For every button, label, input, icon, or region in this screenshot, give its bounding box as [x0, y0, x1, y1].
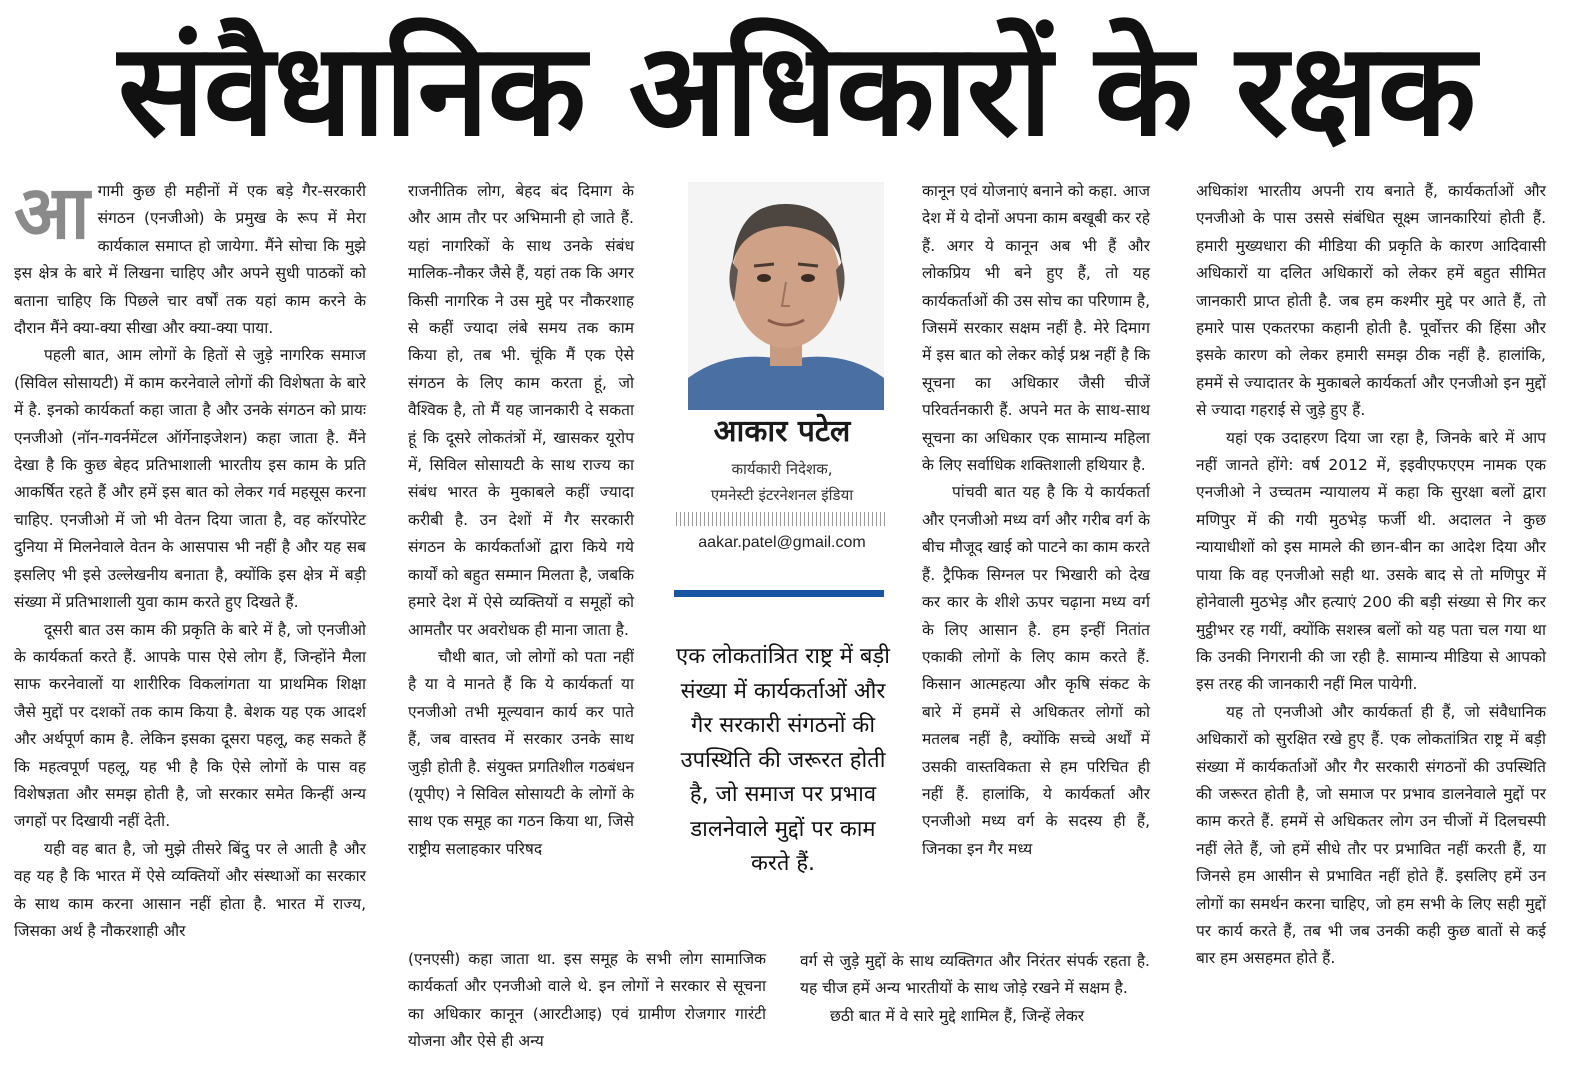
- author-name: आकार पटेल: [713, 414, 851, 449]
- paragraph: पहली बात, आम लोगों के हितों से जुड़े नागरिक समाज (सिविल सोसायटी) में काम करनेवाले लोगों की विशेषता के बारे में है. इनको कार्यकर्ता कहा जाता है और उनके संगठन को प्रायः एनजीओ (नॉन-गवर्नमेंटल ऑर्गेनाइजेशन) कहा जाता है. मैंने देखा है कि कुछ बेहद प्रतिभाशाली भारतीय इस काम के प्रति आकर्षित रहते हैं और हमें इस बात को लेकर गर्व महसूस करना चाहिए. एनजीओ में जो भी वेतन दिया जाता है, वह कॉरपोरेट दुनिया में मिलनेवाले वेतन के आसपास भी नहीं है और यह सब इसलिए भी इसे उल्लेखनीय बनाता है, क्योंकि इस क्षेत्र में बड़ी संख्या में प्रतिभाशाली युवा काम करते हुए दिखते हैं.: [14, 346, 366, 612]
- article-column-4-continued: [800, 948, 1150, 1078]
- paragraph: यह तो एनजीओ और कार्यकर्ता ही हैं, जो संवैधानिक अधिकारों को सुरक्षित रखे हुए हैं. एक लोकतांत्रित राष्ट्र में बड़ी संख्या में कार्यकर्ताओं और गैर सरकारी संगठनों की उपस्थिति की जरूरत होती है, जो समाज पर प्रभाव डालनेवाले मुद्दों पर काम करते हैं. हममें से अधिकतर लोग उन चीजों में दिलचस्पी नहीं लेते हैं, जो हमें सीधे तौर पर प्रभावित नहीं करती हैं, या जिनसे हम आसीन से प्रभावित नहीं होते हैं. इसलिए हमें उन लोगों का समर्थन करना चाहिए, जो हम सभी के लिए सही मुद्दों पर कार्य करते हैं, तब भी जब उनकी कही कुछ बातों से कई बार हम असहमत होते हैं.: [1196, 702, 1546, 968]
- blue-rule: [674, 590, 884, 597]
- paragraph: पांचवी बात यह है कि ये कार्यकर्ता और एनजीओ मध्य वर्ग और गरीब वर्ग के बीच मौजूद खाई को पाटने का काम करते हैं. ट्रैफिक सिग्नल पर भिखारी को देख कर कार के शीशे ऊपर चढ़ाना मध्य वर्ग के लिए आसान है. हम इन्हीं नितांत एकाकी लोगों के लिए काम करते हैं. किसान आत्महत्या और कृषि संकट के बारे में हममें से अधिकतर लोगों को मतलब नहीं है, क्योंकि सच्चे अर्थों में उसकी वास्तविकता से हम परिचित ही नहीं हैं. हालांकि, ये कार्यकर्ता और एनजीओ मध्य वर्ग के सदस्य ही हैं, जिनका इन गैर मध्य: [922, 483, 1150, 858]
- paragraph: दूसरी बात उस काम की प्रकृति के बारे में है, जो एनजीओ के कार्यकर्ता करते हैं. आपके पास ऐसे लोग हैं, जिन्होंने मैला साफ करनेवालों या शारीरिक विकलांगता या प्राथमिक शिक्षा जैसे मुद्दों पर दशकों तक काम किया है. बेशक यह एक आदर्श और अर्थपूर्ण काम है. लेकिन इसका दूसरा पहलू, कह सकते हैं कि महत्वपूर्ण पहलू, यह भी है कि ऐसे लोगों के पास वह विशेषज्ञता और समझ होती है, जो सरकार समेत किन्हीं अन्य जगहों पर दिखायी नहीं देती.: [14, 620, 366, 831]
- paragraph: छठी बात में वे सारे मुद्दे शामिल हैं, जिन्हें लेकर: [830, 1006, 1085, 1025]
- drop-cap: आ: [14, 170, 90, 256]
- article-column-4: [922, 178, 1150, 948]
- paragraph: कानून एवं योजनाएं बनाने को कहा. आज देश में ये दोनों अपना काम बखूबी कर रहे हैं. अगर ये कानून अब भी हैं और लोकप्रिय भी बने हुए हैं, तो यह कार्यकर्ताओं की उस सोच का परिणाम है, जिसमें सरकार सक्षम नहीं है. मेरे दिमाग में इस बात को लेकर कोई प्रश्न नहीं है कि सूचना का अधिकार जैसी चीजें परिवर्तनकारी हैं. अपने मत के साथ-साथ सूचना का अधिकार एक सामान्य महिला के लिए सर्वाधिक शक्तिशाली हथियार है.: [922, 182, 1150, 475]
- author-designation: [672, 456, 892, 508]
- paragraph: (एनएसी) कहा जाता था. इस समूह के सभी लोग सामाजिक कार्यकर्ता और एनजीओ वाले थे. इन लोगों ने सरकार से सूचना का अधिकार कानून (आरटीआइ) एवं ग्रामीण रोजगार गारंटी योजना और ऐसे ही अन्य: [408, 950, 766, 1051]
- paragraph: यही वह बात है, जो मुझे तीसरे बिंदु पर ले आती है और वह यह है कि भारत में ऐसे व्यक्तियों और संस्थाओं का सरकार के साथ काम करना आसान नहीं होता है. भारत में राज्य, जिसका अर्थ है नौकरशाही और: [14, 839, 366, 940]
- paragraph: यहां एक उदाहरण दिया जा रहा है, जिनके बारे में आप नहीं जानते होंगे: वर्ष 2012 में, इइवीएफएएम नामक एक एनजीओ ने उच्चतम न्यायालय में कहा कि सुरक्षा बलों द्वारा मणिपुर में की गयी मुठभेड़ फर्जी थी. अदालत ने कुछ न्यायाधीशों को इस मामले की छान-बीन का आदेश दिया और पाया कि वह एनजीओ सही था. उसके बाद से तो मणिपुर में होनेवाली मुठभेड़ और हत्याएं 200 की बड़ी संख्या से गिर कर मुट्ठीभर रह गयीं, क्योंकि सशस्त्र बलों को यह पता चल गया था कि उनकी निगरानी की जा रही है. सामान्य मीडिया से आपको इस तरह की जानकारी नहीं मिल पायेगी.: [1196, 428, 1546, 694]
- dotted-divider: [676, 512, 886, 526]
- paragraph: चौथी बात, जो लोगों को पता नहीं है या वे मानते हैं कि ये कार्यकर्ता या एनजीओ तभी मूल्यवान कार्य कर पाते हैं, जब वास्तव में सरकार उनके साथ जुड़ी होती है. संयुक्त प्रगतिशील गठबंधन (यूपीए) ने सिविल सोसायटी के लोगों के साथ एक समूह का गठन किया था, जिसे राष्ट्रीय सलाहकार परिषद: [408, 647, 634, 858]
- author-organization: एमनेस्टी इंटरनेशनल इंडिया: [710, 486, 854, 504]
- pull-quote: एक लोकतांत्रित राष्ट्र में बड़ी संख्या में कार्यकर्ताओं और गैर सरकारी संगठनों की उपस्थिति की जरूरत होती है, जो समाज पर प्रभाव डालनेवाले मुद्दों पर काम करते हैं.: [676, 644, 890, 876]
- article-column-2: [408, 178, 766, 1078]
- author-role-line: कार्यकारी निदेशक,: [731, 460, 833, 478]
- headline: संवैधानिक अधिकारों के रक्षक: [117, 16, 1476, 165]
- paragraph: अधिकांश भारतीय अपनी राय बनाते हैं, कार्यकर्ताओं और एनजीओ के पास उससे संबंधित सूक्ष्म जानकारियां होती हैं. हमारी मुख्यधारा की मीडिया की प्रकृति के कारण आदिवासी अधिकारों या दलित अधिकारों को लेकर हमें बहुत सीमित जानकारी प्राप्त होती है. जब हम कश्मीर मुद्दे पर आते हैं, तो हमारे पास एकतरफा कहानी होती है. पूर्वोत्तर की हिंसा और इसके कारण को लेकर हमारी समझ ठीक नहीं है. हालांकि, हममें से ज्यादातर के मुकाबले कार्यकर्ता और एनजीओ इन मुद्दों से ज्यादा गहराई से जुड़े हुए हैं.: [1196, 182, 1546, 420]
- paragraph: आगामी कुछ ही महीनों में एक बड़े गैर-सरकारी संगठन (एनजीओ) के प्रमुख के रूप में मेरा कार्यकाल समाप्त हो जायेगा. मैंने सोचा कि मुझे इस क्षेत्र के बारे में लिखना चाहिए और अपने सुधी पाठकों को बताना चाहिए कि पिछले चार वर्षों तक यहां काम करने के दौरान मैंने क्या-क्या सीखा और क्या-क्या पाया.: [14, 170, 366, 338]
- article-column-5: [1196, 178, 1546, 1078]
- author-portrait-icon: [688, 182, 884, 410]
- paragraph: राजनीतिक लोग, बेहद बंद दिमाग के और आम तौर पर अभिमानी हो जाते हैं. यहां नागरिकों के साथ उनके संबंध मालिक-नौकर जैसे हैं, यहां तक कि अगर किसी नागरिक ने उस मुद्दे पर नौकरशाह से कहीं ज्यादा लंबे समय तक काम किया हो, तब भी. चूंकि मैं एक ऐसे संगठन के लिए काम करता हूं, जो वैश्विक है, तो मैं यह जानकारी दे सकता हूं कि दूसरे लोकतंत्रों में, खासकर यूरोप में, सिविल सोसायटी के साथ राज्य का संबंध भारत के मुकाबले कहीं ज्यादा करीबी है. उन देशों में गैर सरकारी संगठन के कार्यकर्ताओं द्वारा किये गये कार्यों को बहुत सम्मान मिलता है, जबकि हमारे देश में ऐसे व्यक्तियों व समूहों को आमतौर पर अवरोधक ही माना जाता है.: [408, 182, 634, 639]
- paragraph: वर्ग से जुड़े मुद्दों के साथ व्यक्तिगत और निरंतर संपर्क रहता है. यह चीज हमें अन्य भारतीयों के साथ जोड़े रखने में सक्षम है.: [800, 952, 1150, 998]
- article-column-1: [14, 170, 366, 1078]
- author-email: aakar.patel@gmail.com: [698, 534, 866, 551]
- author-photo: [688, 182, 884, 410]
